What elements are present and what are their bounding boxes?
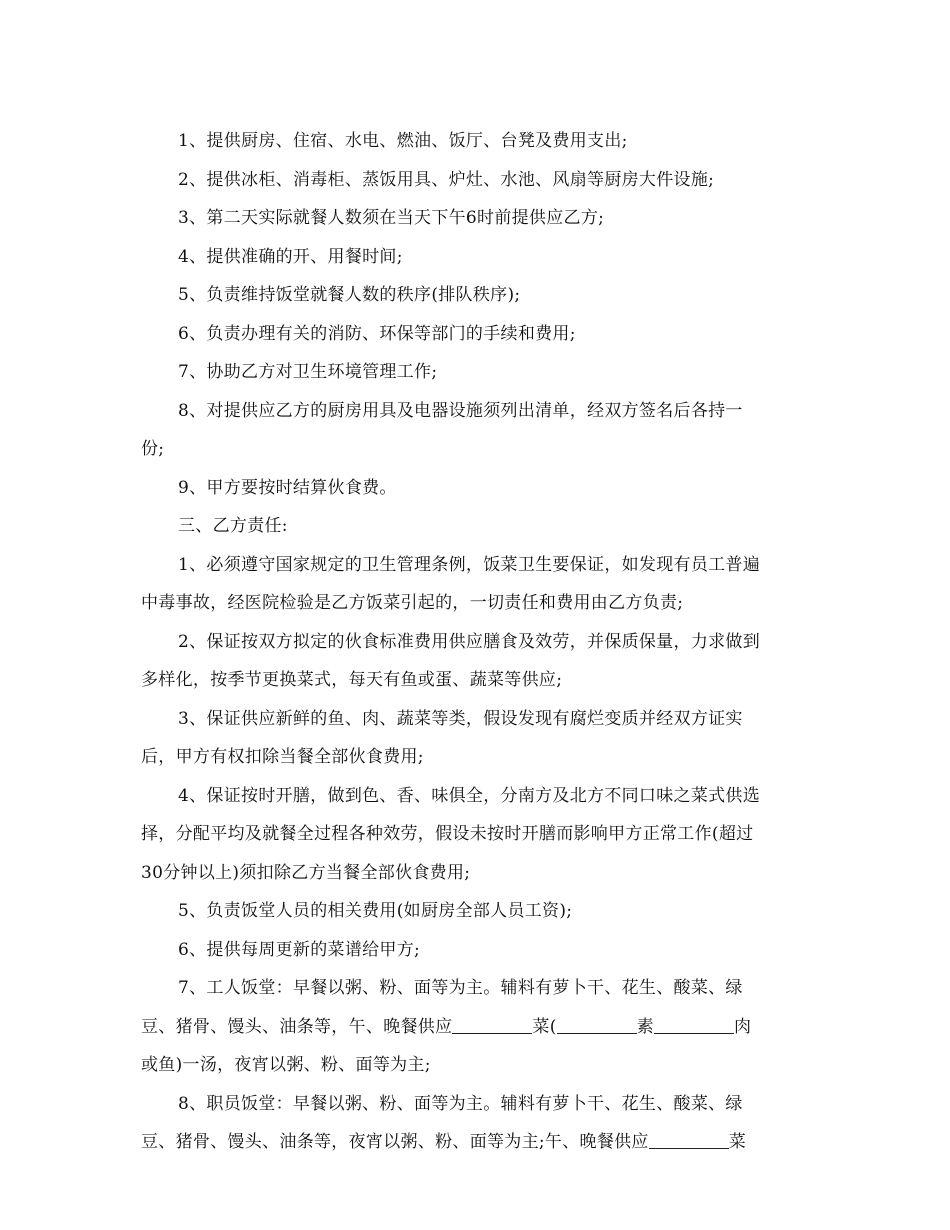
clause-b8-text-a: 豆、猪骨、馒头、油条等，夜宵以粥、粉、面等为主;午、晚餐供应 xyxy=(141,1132,649,1152)
clause-a8-line2: 份; xyxy=(141,439,165,459)
clause-a2: 2、提供冰柜、消毒柜、蒸饭用具、炉灶、水池、风扇等厨房大件设施; xyxy=(178,169,715,190)
clause-a8-line1: 8、对提供应乙方的厨房用具及电器设施须列出清单，经双方签名后各持一 xyxy=(178,400,743,421)
fill-blank-meat xyxy=(654,1016,734,1034)
clause-b2-line2: 多样化，按季节更换菜式，每天有鱼或蛋、蔬菜等供应; xyxy=(141,670,563,690)
clause-a6: 6、负责办理有关的消防、环保等部门的手续和费用; xyxy=(178,323,576,344)
clause-b6: 6、提供每周更新的菜谱给甲方; xyxy=(178,939,421,960)
clause-b8-text-b: 菜 xyxy=(728,1132,747,1152)
clause-b1-line2: 中毒事故，经医院检验是乙方饭菜引起的，一切责任和费用由乙方负责; xyxy=(141,593,684,613)
document-body xyxy=(141,122,805,1162)
clause-a3: 3、第二天实际就餐人数须在当天下午6时前提供应乙方; xyxy=(178,208,605,228)
clause-a1: 1、提供厨房、住宿、水电、燃油、饭厅、台凳及费用支出; xyxy=(178,131,628,151)
clause-b4-line2: 择，分配平均及就餐全过程各种效劳，假设未按时开膳而影响甲方正常工作(超过 xyxy=(141,824,754,844)
clause-b7-line1: 7、工人饭堂：早餐以粥、粉、面等为主。辅料有萝卜干、花生、酸菜、绿 xyxy=(178,978,743,998)
clause-b4-line3: 30分钟以上)须扣除乙方当餐全部伙食费用; xyxy=(141,862,471,883)
clause-b7-line2 xyxy=(141,1008,805,1047)
clause-b5: 5、负责饭堂人员的相关费用(如厨房全部人员工资); xyxy=(178,901,573,921)
clause-b8-line2 xyxy=(141,1123,805,1162)
clause-a9: 9、甲方要按时结算伙食费。 xyxy=(178,477,397,498)
clause-b7-text-a: 豆、猪骨、馒头、油条等，午、晚餐供应 xyxy=(141,1016,453,1037)
clause-a7: 7、协助乙方对卫生环境管理工作; xyxy=(178,362,438,382)
clause-b1-line1: 1、必须遵守国家规定的卫生管理条例，饭菜卫生要保证，如发现有员工普遍 xyxy=(178,554,761,575)
clause-b7-line3: 或鱼)一汤，夜宵以粥、粉、面等为主; xyxy=(141,1055,431,1075)
clause-b2-line1: 2、保证按双方拟定的伙食标准费用供应膳食及效劳，并保质保量，力求做到 xyxy=(178,631,761,652)
clause-b3-line1: 3、保证供应新鲜的鱼、肉、蔬菜等类，假设发现有腐烂变质并经双方证实 xyxy=(178,708,743,729)
clause-b3-line2: 后，甲方有权扣除当餐全部伙食费用; xyxy=(141,747,424,767)
clause-b7-text-b: 菜( xyxy=(532,1016,557,1037)
fill-blank-dishes xyxy=(452,1016,532,1034)
clause-b8-line1: 8、职员饭堂：早餐以粥、粉、面等为主。辅料有萝卜干、花生、酸菜、绿 xyxy=(178,1093,743,1114)
clause-a4: 4、提供准确的开、用餐时间; xyxy=(178,246,403,267)
fill-blank-vegetable xyxy=(557,1016,637,1034)
clause-b7-text-d: 肉 xyxy=(733,1016,752,1037)
clause-b4-line1: 4、保证按时开膳，做到色、香、味俱全，分南方及北方不同口味之菜式供选 xyxy=(178,785,761,806)
clause-b7-text-c: 素 xyxy=(636,1016,654,1037)
clause-a5: 5、负责维持饭堂就餐人数的秩序(排队秩序); xyxy=(178,285,521,305)
section-heading-3: 三、乙方责任: xyxy=(178,516,288,536)
fill-blank-staff-dishes xyxy=(649,1131,729,1149)
